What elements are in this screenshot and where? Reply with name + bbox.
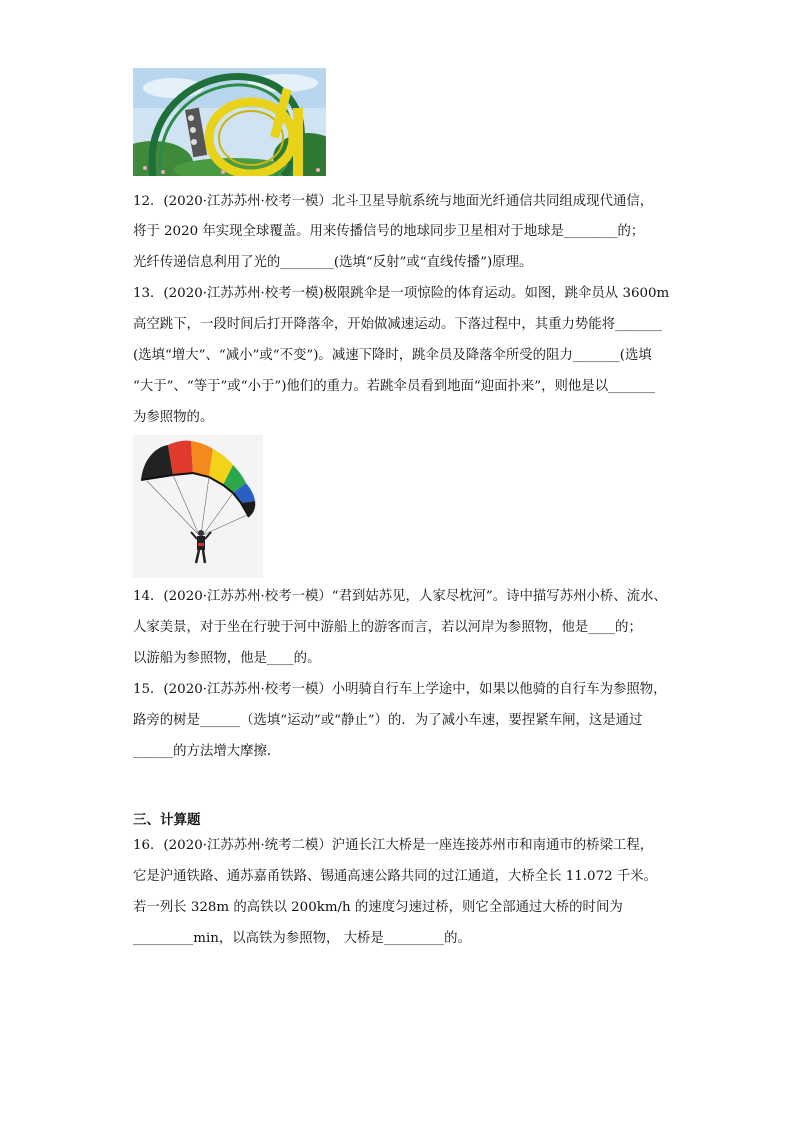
q12-line-3: 光纤传递信息利用了光的________(选填“反射”或“直线传播”)原理。 bbox=[133, 255, 533, 270]
parachute-image bbox=[133, 435, 263, 578]
q16-line-3: 若一列长 328m 的高铁以 200km/h 的速度匀速过桥，则它全部通过大桥的时间为 bbox=[133, 900, 623, 915]
q16-line-1: 16．(2020·江苏苏州·统考二模）沪通长江大桥是一座连接苏州市和南通市的桥梁工程， bbox=[133, 838, 654, 853]
q16-line-4: _________min，以高铁为参照物， 大桥是_________的。 bbox=[133, 931, 471, 946]
q14-line-3: 以游船为参照物，他是____的。 bbox=[133, 651, 321, 666]
q13-line-2: 高空跳下，一段时间后打开降落伞，开始做减速运动。下落过程中，其重力势能将_______ bbox=[133, 317, 662, 332]
q16-line-2: 它是沪通铁路、通苏嘉甬铁路、锡通高速公路共同的过江通道，大桥全长 11.072 千米。 bbox=[133, 869, 658, 884]
q15-line-2: 路旁的树是______（选填“运动”或“静止”）的．为了减小车速，要捏紧车闸，这是通过 bbox=[133, 713, 643, 728]
q13-line-4: “大于”、“等于”或“小于”)他们的重力。若跳伞员看到地面“迎面扑来”，则他是以_______ bbox=[133, 379, 655, 394]
q14-line-1: 14．(2020·江苏苏州·校考一模）“君到姑苏见，人家尽枕河”。诗中描写苏州小桥、流水、 bbox=[133, 589, 667, 604]
q13-line-1: 13．(2020·江苏苏州·校考一模)极限跳伞是一项惊险的体育运动。如图，跳伞员从 3600m bbox=[133, 286, 670, 301]
q15-line-1: 15．(2020·江苏苏州·校考一模）小明骑自行车上学途中，如果以他骑的自行车为参照物， bbox=[133, 682, 667, 697]
q13-line-3: (选填“增大”、“减小”或“不变”)。减速下降时，跳伞员及降落伞所受的阻力_______(选填 bbox=[133, 348, 652, 363]
rollercoaster-image bbox=[133, 68, 326, 176]
q15-line-3: ______的方法增大摩擦． bbox=[133, 744, 281, 759]
q12-line-2: 将于 2020 年实现全球覆盖。用来传播信号的地球同步卫星相对于地球是________的； bbox=[133, 224, 645, 239]
q14-line-2: 人家美景，对于坐在行驶于河中游船上的游客而言，若以河岸为参照物，他是____的； bbox=[133, 620, 642, 635]
q12-line-1: 12．(2020·江苏苏州·校考一模）北斗卫星导航系统与地面光纤通信共同组成现代通信， bbox=[133, 194, 654, 209]
section-heading-calculation: 三、计算题 bbox=[133, 812, 201, 828]
q13-line-5: 为参照物的。 bbox=[133, 410, 214, 425]
